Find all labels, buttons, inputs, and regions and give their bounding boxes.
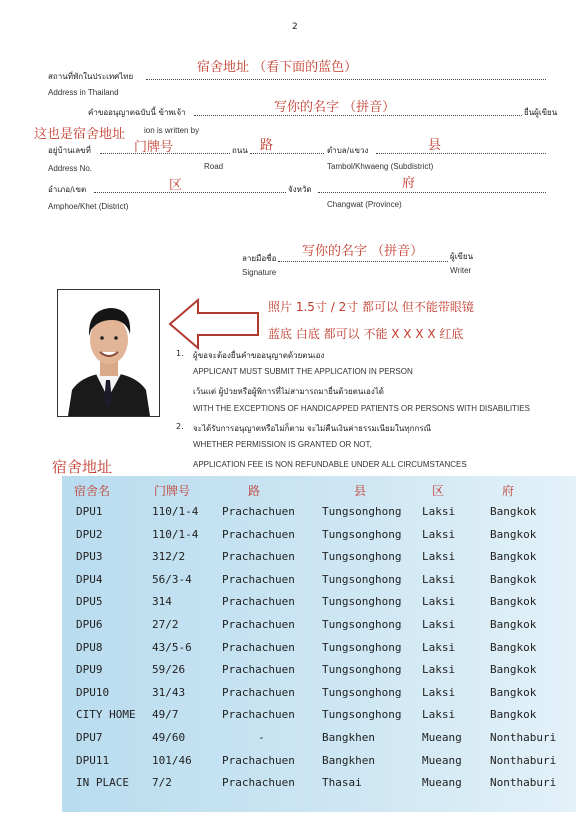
dorm-name-cell: DPU11 — [76, 753, 110, 767]
district-cell: Laksi — [422, 572, 456, 586]
changwat-en-label: Changwat (Province) — [327, 200, 402, 209]
county-cell: Tungsonghong — [322, 685, 402, 699]
address-no-en-label: Address No. — [48, 164, 93, 173]
writer-en-label: Writer — [450, 266, 472, 275]
prefecture-cell: Bangkok — [490, 663, 537, 677]
district-cell: Mueang — [422, 731, 462, 744]
road-cell: Prachachuen — [222, 618, 295, 631]
county-cell: Thasai — [322, 776, 362, 790]
road-cell: Prachachuen — [222, 663, 295, 677]
table-row — [0, 550, 582, 570]
prefecture-cell: Nonthaburi — [490, 731, 557, 744]
county-cell: Tungsonghong — [322, 595, 402, 609]
dorm-name-cell: DPU8 — [76, 640, 103, 654]
table-row — [0, 505, 582, 525]
house-no-cell: 110/1-4 — [152, 505, 199, 518]
rule-1-number: 1. — [176, 349, 184, 358]
table-row — [0, 595, 582, 615]
name-line — [194, 115, 522, 116]
rule-1b-en: WITH THE EXCEPTIONS OF HANDICAPPED PATIENTS OR PERSONS WITH DISABILITIES — [193, 404, 530, 413]
road-cell: Prachachuen — [222, 753, 295, 767]
tambol-line — [376, 153, 546, 154]
county-cell: Tungsonghong — [322, 708, 402, 722]
page-number: 2 — [292, 22, 298, 32]
header-district: 区 — [432, 484, 445, 498]
table-row — [0, 686, 582, 706]
prefecture-cell: Bangkok — [490, 527, 537, 541]
prefecture-cell: Bangkok — [490, 550, 537, 564]
header-prefecture: 府 — [502, 484, 515, 498]
district-note: 区 — [169, 178, 183, 193]
signature-line — [278, 261, 448, 262]
county-cell: Tungsonghong — [322, 572, 402, 586]
prefecture-cell: Bangkok — [490, 618, 537, 631]
house-no-cell: 31/43 — [152, 685, 186, 699]
dorm-name-cell: IN PLACE — [76, 776, 129, 790]
table-row — [0, 776, 582, 796]
dorm-name-cell: DPU5 — [76, 595, 103, 609]
road-cell: Prachachuen — [222, 708, 295, 722]
county-cell: Bangkhen — [322, 753, 375, 767]
county-note: 县 — [428, 138, 442, 153]
signature-note: 写你的名字 （拼音） — [302, 244, 424, 259]
county-cell: Tungsonghong — [322, 550, 402, 564]
prefecture-cell: Bangkok — [490, 595, 537, 609]
dorm-name-cell: DPU3 — [76, 550, 103, 564]
house-no-th-label: อยู่บ้านเลขที่ — [48, 146, 91, 155]
district-cell: Mueang — [422, 776, 462, 790]
dorm-name-cell: CITY HOME — [76, 708, 136, 722]
district-cell: Laksi — [422, 685, 456, 699]
name-note: 写你的名字 （拼音） — [274, 100, 396, 115]
address-line — [146, 79, 546, 80]
dorm-address-title: 宿舍地址 — [52, 458, 113, 476]
house-no-cell: 314 — [152, 595, 172, 609]
road-cell: Prachachuen — [222, 550, 295, 564]
address-th-label: สถานที่พักในประเทศไทย — [48, 72, 134, 81]
house-no-cell: 110/1-4 — [152, 527, 199, 541]
road-cell: Prachachuen — [222, 595, 295, 609]
dorm-name-cell: DPU10 — [76, 685, 110, 699]
prefecture-cell: Nonthaburi — [490, 753, 557, 767]
photo-size-note: 照片 1.5寸 / 2寸 都可以 但不能带眼镜 — [268, 300, 474, 314]
tambol-en-label: Tambol/Khwaeng (Subdistrict) — [327, 162, 434, 171]
house-no-cell: 312/2 — [152, 550, 186, 564]
house-no-cell: 59/26 — [152, 663, 186, 677]
header-house-no: 门牌号 — [154, 484, 191, 498]
road-cell: Prachachuen — [222, 640, 295, 654]
road-line — [250, 153, 324, 154]
district-cell: Laksi — [422, 505, 456, 518]
table-row — [0, 618, 582, 638]
tambol-th-label: ตำบล/แขวง — [327, 146, 369, 155]
writer-th-label: ผู้เขียน — [450, 252, 474, 261]
house-no-cell: 101/46 — [152, 753, 192, 767]
table-row — [0, 573, 582, 593]
district-cell: Laksi — [422, 663, 456, 677]
road-cell: Prachachuen — [222, 572, 295, 586]
road-en-label: Road — [204, 162, 224, 171]
district-cell: Laksi — [422, 527, 456, 541]
dorm-name-cell: DPU6 — [76, 618, 103, 631]
district-cell: Laksi — [422, 618, 456, 631]
written-by-text: ion is written by — [144, 126, 200, 135]
applicant-photo — [57, 289, 160, 417]
left-arrow-icon — [168, 296, 262, 352]
district-cell: Mueang — [422, 753, 462, 767]
amphoe-th-label: อำเภอ/เขต — [48, 185, 87, 194]
table-row — [0, 528, 582, 548]
table-row — [0, 754, 582, 774]
prefecture-note: 府 — [402, 176, 416, 191]
prefecture-cell: Bangkok — [490, 572, 537, 586]
road-cell: Prachachuen — [222, 527, 295, 541]
road-cell: Prachachuen — [222, 505, 295, 518]
address-note: 宿舍地址 （看下面的蓝色） — [197, 60, 358, 75]
header-county: 县 — [354, 484, 367, 498]
rule-1b-th: เว้นแต่ ผู้ป่วยหรือผู้พิการที่ไม่สามารถมายื่นด้วยตนเองได้ — [193, 387, 384, 396]
signature-en-label: Signature — [242, 268, 277, 277]
dorm-name-cell: DPU4 — [76, 572, 103, 586]
house-no-cell: 49/60 — [152, 731, 186, 744]
address-en-label: Address in Thailand — [48, 88, 119, 97]
county-cell: Tungsonghong — [322, 640, 402, 654]
road-cell: - — [258, 731, 265, 744]
dorm-name-cell: DPU7 — [76, 731, 103, 744]
rule-1-en: APPLICANT MUST SUBMIT THE APPLICATION IN PERSON — [193, 367, 413, 376]
dorm-name-cell: DPU2 — [76, 527, 103, 541]
also-address-note: 这也是宿舍地址 — [34, 127, 126, 142]
rule-2b-en: APPLICATION FEE IS NON REFUNDABLE UNDER ALL CIRCUMSTANCES — [193, 460, 467, 469]
table-row — [0, 663, 582, 683]
prefecture-cell: Nonthaburi — [490, 776, 557, 790]
signature-th-label: ลายมือชื่อ — [242, 254, 277, 263]
county-cell: Tungsonghong — [322, 618, 402, 631]
house-no-cell: 49/7 — [152, 708, 179, 722]
county-cell: Bangkhen — [322, 731, 375, 744]
amphoe-en-label: Amphoe/Khet (District) — [48, 202, 129, 211]
photo-background-note: 蓝底 白底 都可以 不能 X X X X 红底 — [268, 327, 464, 341]
prefecture-cell: Bangkok — [490, 640, 537, 654]
county-cell: Tungsonghong — [322, 527, 402, 541]
name-th-suffix: ยื่นผู้เขียน — [524, 108, 558, 117]
house-no-cell: 7/2 — [152, 776, 172, 790]
road-cell: Prachachuen — [222, 776, 295, 790]
district-cell: Laksi — [422, 550, 456, 564]
header-dorm-name: 宿舍名 — [74, 484, 111, 498]
name-th-label: คำขออนุญาตฉบับนี้ ข้าพเจ้า — [88, 108, 186, 117]
changwat-th-label: จังหวัด — [288, 185, 312, 194]
house-no-cell: 27/2 — [152, 618, 179, 631]
district-cell: Laksi — [422, 708, 456, 722]
amphoe-line — [94, 192, 286, 193]
road-th-label: ถนน — [232, 146, 248, 155]
rule-2-en: WHETHER PERMISSION IS GRANTED OR NOT, — [193, 440, 372, 449]
rule-1-th: ผู้ขอจะต้องยื่นคำขออนุญาตด้วยตนเอง — [193, 351, 325, 360]
prefecture-cell: Bangkok — [490, 708, 537, 722]
prefecture-cell: Bangkok — [490, 685, 537, 699]
road-note: 路 — [260, 138, 274, 153]
portrait-image — [58, 290, 159, 416]
changwat-line — [318, 192, 546, 193]
county-cell: Tungsonghong — [322, 663, 402, 677]
rule-2-number: 2. — [176, 422, 184, 431]
table-row — [0, 731, 582, 751]
house-no-cell: 56/3-4 — [152, 572, 192, 586]
house-no-note: 门牌号 — [134, 140, 174, 155]
dorm-name-cell: DPU9 — [76, 663, 103, 677]
prefecture-cell: Bangkok — [490, 505, 537, 518]
table-row — [0, 708, 582, 728]
road-cell: Prachachuen — [222, 685, 295, 699]
county-cell: Tungsonghong — [322, 505, 402, 518]
header-road: 路 — [248, 484, 261, 498]
district-cell: Laksi — [422, 640, 456, 654]
table-row — [0, 641, 582, 661]
rule-2-th: จะได้รับการอนุญาตหรือไม่ก็ตาม จะไม่คืนเงินค่าธรรมเนียมในทุกกรณี — [193, 424, 432, 433]
dorm-name-cell: DPU1 — [76, 505, 103, 518]
house-no-cell: 43/5-6 — [152, 640, 192, 654]
district-cell: Laksi — [422, 595, 456, 609]
